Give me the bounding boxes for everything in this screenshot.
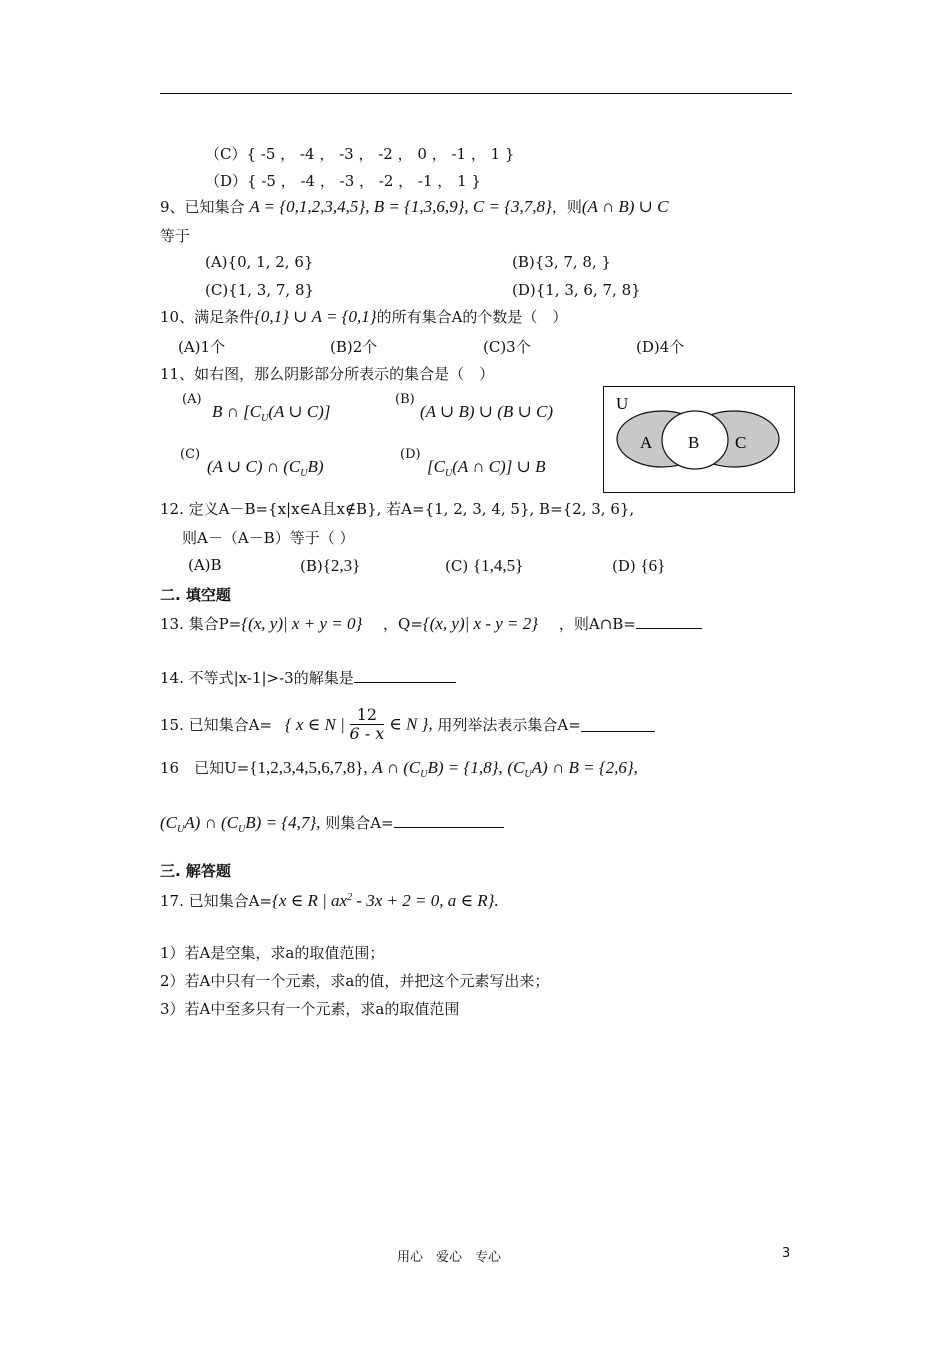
page-number: 3 (782, 1246, 791, 1261)
q11-option-b-label: (B) (395, 392, 415, 407)
q10-option-d: (D)4个 (636, 338, 685, 356)
q10-option-b: (B)2个 (330, 338, 378, 356)
question-12-line1: 12. 定义A－B={x|x∈A且x∉B}, 若A={1, 2, 3, 4, 5}, B={2, 3, 6}, (160, 500, 635, 518)
question-12-line2: 则A－（A－B）等于（ ） (182, 529, 355, 547)
q17-part-1: 1）若A是空集，求a的取值范围； (160, 944, 385, 962)
venn-label-a: A (640, 433, 653, 452)
q17-part-3: 3）若A中至多只有一个元素，求a的取值范围 (160, 1000, 460, 1018)
q11-option-a-label: (A) (182, 392, 202, 407)
question-13: 13. 集合P={(x, y)| x + y = 0} ，Q={(x, y)| x - y = 2} ，则A∩B= (160, 613, 702, 634)
q12-option-b: (B){2,3} (300, 556, 361, 575)
q8-option-d: （D）{ -5 ， -4 ， -3 ， -2 ， -1 ， 1 } (205, 172, 481, 190)
question-15: 15. 已知集合A= { x ∈ N | $\frac{12}{6 - x}$ ∈ N }, 用列举法表示集合A= (160, 706, 655, 743)
question-16-line2: $(C_UA)$ ∩ $(C_UB) = \{4,7\}$, 则集合A= (160, 812, 504, 835)
q11-option-d-expr: [$C_U(A$ ∩ C)] ∪ B (427, 457, 546, 479)
q12-option-c: (C) {1,4,5} (445, 556, 524, 575)
q10-option-c: (C)3个 (483, 338, 531, 356)
footer-text: 用心 爱心 专心 (397, 1250, 502, 1265)
venn-label-b: B (688, 433, 700, 452)
venn-label-c: C (735, 433, 747, 452)
q11-option-b-expr: (A ∪ B) ∪ (B ∪ C) (420, 402, 554, 421)
q9-option-a: (A){0, 1, 2, 6} (205, 253, 314, 271)
q9-option-d: (D){1, 3, 6, 7, 8} (512, 281, 641, 299)
q9-option-b: (B){3, 7, 8, } (512, 253, 612, 271)
question-11-stem: 11、如右图，那么阴影部分所表示的集合是（ ） (160, 365, 495, 383)
q8-option-c: （C）{ -5 ， -4 ， -3 ， -2 ， 0 ， -1 ， 1 } (205, 145, 515, 163)
q11-option-a-expr: B ∩ [$C_U(A$ ∪ C)] (212, 402, 331, 424)
question-10-stem: 10、满足条件{0,1} ∪ A = {0,1}的所有集合A的个数是（ ） (160, 307, 568, 326)
section-3-title: 三. 解答题 (160, 862, 231, 880)
q12-option-a: (A)B (188, 556, 222, 574)
venn-svg (604, 387, 794, 492)
section-2-title: 二. 填空题 (160, 586, 231, 604)
question-14: 14. 不等式|x-1|>-3的解集是 (160, 667, 456, 688)
question-16-line1: 16 已知U={1,2,3,4,5,6,7,8}, A ∩ $(C_UB) = \{1,8\}$, $(C_UA)$ ∩ B = {2,6}, (160, 758, 638, 780)
venn-diagram (603, 386, 795, 493)
q11-option-c-label: (C) (180, 447, 201, 462)
q10-option-a: (A)1个 (178, 338, 226, 356)
q9-option-c: (C){1, 3, 7, 8} (205, 281, 315, 299)
venn-label-u: U (616, 394, 629, 413)
q12-option-d: (D) {6} (612, 556, 666, 575)
q11-option-d-label: (D) (400, 447, 421, 462)
q11-option-c-expr: (A ∪ C) ∩ $(C_UB)$ (207, 457, 324, 479)
question-9-stem-line2: 等于 (160, 227, 191, 245)
q17-part-2: 2）若A中只有一个元素，求a的值，并把这个元素写出来； (160, 972, 550, 990)
question-17: 17. 已知集合A={x ∈ R | $ax^2 - 3x + 2 = 0$, a ∈ R}. (160, 891, 499, 910)
question-9-stem: 9、已知集合 A = {0,1,2,3,4,5}, B = {1,3,6,9}, C = {3,7,8}，则(A ∩ B) ∪ C (160, 197, 669, 216)
header-rule (160, 93, 792, 94)
